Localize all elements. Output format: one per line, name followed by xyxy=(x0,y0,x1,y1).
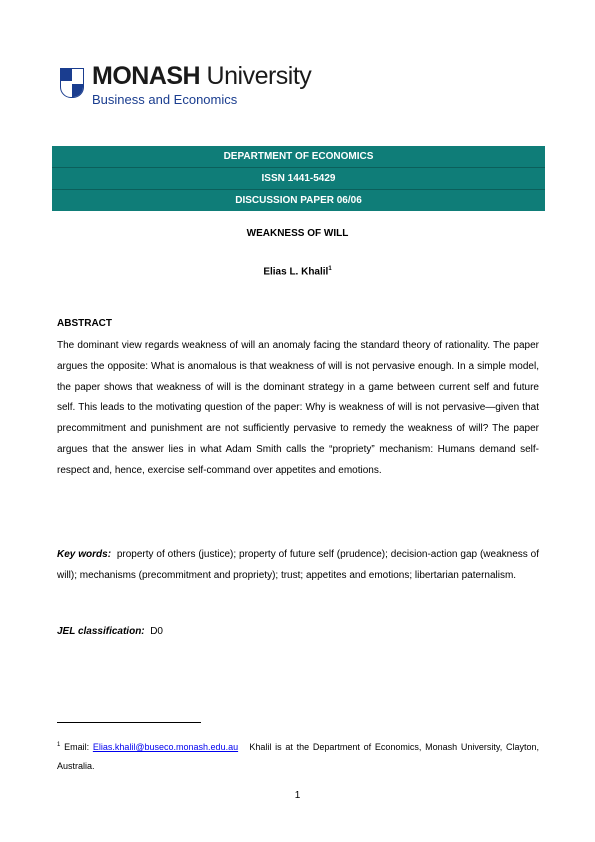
dept-row: DISCUSSION PAPER 06/06 xyxy=(235,195,362,206)
logo-word: University xyxy=(200,62,312,90)
footnote-marker[interactable]: 1 xyxy=(328,266,332,272)
footnote xyxy=(57,736,539,776)
author-line xyxy=(0,266,595,277)
jel-code: D0 xyxy=(150,626,163,637)
footnote-text: Khalil is at the Department of Economics, Monash University, Clayton, Australia. xyxy=(57,742,539,771)
footnote-mark: 1 xyxy=(57,742,61,748)
logo-subtitle: Business and Economics xyxy=(92,92,238,107)
logo-wordmark xyxy=(92,62,311,91)
email-link[interactable]: Elias.khalil@buseco.monash.edu.au xyxy=(92,742,239,752)
dept-row: ISSN 1441-5429 xyxy=(52,168,545,190)
abstract-text: The dominant view regards weakness of will an anomaly facing the standard theory of rationality. The paper argues the opposite: What is anomalous is that weakness of will is not pervasive enough. In a simple model, the paper shows that weakness of will is the dominant strategy in a game between current self and future self. This leads to the motivating question of the paper: Why is weakness of will is not pervasive—given that precommitment and punishment are not sufficiently pervasive to remedy the weakness of will? The paper argues that the answer lies in what Adam Smith calls the “propriety” mechanism: Humans demand self-respect and, hence, exercise self-command over appetites and emotions. xyxy=(57,340,539,476)
logo-word-bold: MONASH xyxy=(92,62,201,90)
paper-title: WEAKNESS OF WILL xyxy=(246,228,349,239)
footnote-email-label: Email: xyxy=(64,742,90,752)
keywords xyxy=(57,545,539,586)
jel-label: JEL classification: xyxy=(57,626,145,637)
jel-classification xyxy=(57,626,163,637)
monash-crest-icon xyxy=(60,68,84,98)
author-name: Elias L. Khalil xyxy=(263,266,329,278)
dept-row: DEPARTMENT OF ECONOMICS xyxy=(52,146,545,168)
abstract-heading: ABSTRACT xyxy=(57,318,112,329)
keywords-label: Key words: xyxy=(57,549,112,560)
monash-logo xyxy=(60,62,320,110)
department-box xyxy=(52,146,545,211)
footnote-divider xyxy=(57,722,201,723)
keywords-text: property of others (justice); property of future self (prudence); decision-action gap (weakness of will); mechanisms (precommitment and propriety); trust; appetites and emotions; libertarian paternalism. xyxy=(57,549,540,581)
page-number: 1 xyxy=(294,790,301,801)
